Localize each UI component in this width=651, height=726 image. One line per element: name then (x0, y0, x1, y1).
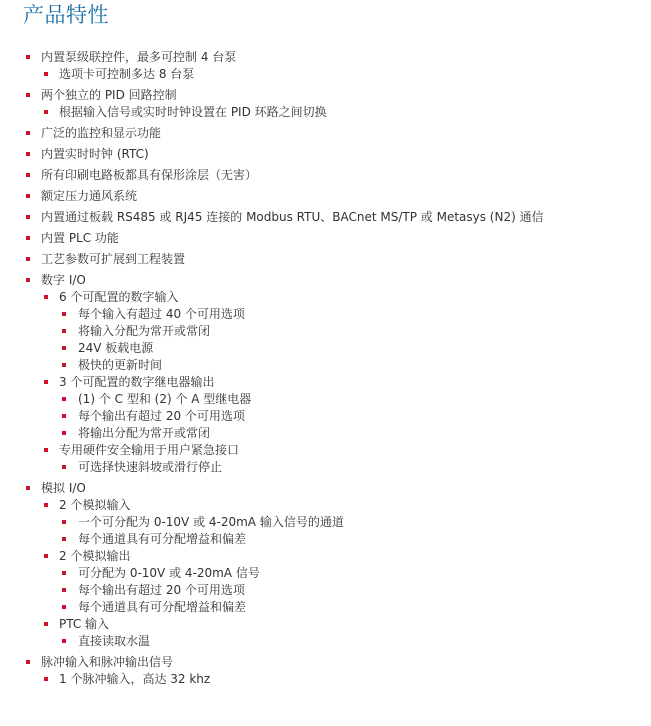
list-item-text: 2 个模拟输入 (59, 498, 131, 512)
feature-detail-item (0, 306, 651, 322)
nested-list (0, 391, 651, 441)
nested-list (0, 671, 651, 687)
list-item-row (0, 633, 651, 649)
list-item-row (0, 104, 651, 120)
feature-item (0, 87, 651, 120)
list-item-row (0, 599, 651, 615)
nested-list (0, 289, 651, 475)
square-bullet-icon (26, 131, 30, 135)
list-item-row (0, 272, 651, 288)
square-bullet-icon (26, 660, 30, 664)
list-item-row (0, 582, 651, 598)
square-bullet-icon (62, 520, 66, 524)
square-bullet-icon (44, 380, 48, 384)
list-item-row (0, 442, 651, 458)
list-item-row (0, 306, 651, 322)
list-item-text: 6 个可配置的数字输入 (59, 290, 179, 304)
feature-item (0, 654, 651, 687)
list-item-row (0, 230, 651, 246)
feature-subitem (0, 104, 651, 120)
square-bullet-icon (44, 72, 48, 76)
list-item-row (0, 514, 651, 530)
nested-list (0, 104, 651, 120)
feature-item (0, 146, 651, 162)
square-bullet-icon (62, 346, 66, 350)
list-item-row (0, 565, 651, 581)
list-item-text: 内置通过板载 RS485 或 RJ45 连接的 Modbus RTU、BACnet MS/TP 或 Metasys (N2) 通信 (41, 210, 544, 224)
list-item-row (0, 146, 651, 162)
list-item-text: 两个独立的 PID 回路控制 (41, 88, 177, 102)
feature-item (0, 188, 651, 204)
feature-detail-item (0, 340, 651, 356)
feature-item (0, 251, 651, 267)
square-bullet-icon (62, 363, 66, 367)
list-item-row (0, 188, 651, 204)
square-bullet-icon (62, 639, 66, 643)
list-item-row (0, 209, 651, 225)
feature-subitem (0, 442, 651, 475)
list-item-text: 3 个可配置的数字继电器输出 (59, 375, 215, 389)
square-bullet-icon (44, 554, 48, 558)
nested-list (0, 66, 651, 82)
feature-item (0, 125, 651, 141)
list-item-row (0, 408, 651, 424)
feature-detail-item (0, 323, 651, 339)
list-item-text: 每个输入有超过 40 个可用选项 (78, 307, 245, 321)
square-bullet-icon (62, 537, 66, 541)
feature-detail-item (0, 514, 651, 530)
list-item-row (0, 340, 651, 356)
list-item-row (0, 49, 651, 65)
list-item-text: 根据输入信号或实时时钟设置在 PID 环路之间切换 (59, 105, 327, 119)
list-item-text: 内置泵级联控件，最多可控制 4 台泵 (41, 50, 237, 64)
nested-list (0, 565, 651, 615)
square-bullet-icon (44, 295, 48, 299)
square-bullet-icon (62, 312, 66, 316)
list-item-row (0, 425, 651, 441)
square-bullet-icon (44, 448, 48, 452)
list-item-text: 每个输出有超过 20 个可用选项 (78, 583, 245, 597)
list-item-row (0, 531, 651, 547)
list-item-row (0, 289, 651, 305)
list-item-text: 工艺参数可扩展到工程装置 (41, 252, 186, 266)
list-item-text: 可分配为 0-10V 或 4-20mA 信号 (78, 566, 260, 580)
list-item-text: 广泛的监控和显示功能 (41, 126, 162, 140)
list-item-text: 一个可分配为 0-10V 或 4-20mA 输入信号的通道 (78, 515, 344, 529)
list-item-row (0, 374, 651, 390)
list-item-text: 脉冲输入和脉冲输出信号 (41, 655, 174, 669)
list-item-text: 可选择快速斜坡或滑行停止 (78, 460, 223, 474)
square-bullet-icon (26, 55, 30, 59)
square-bullet-icon (44, 677, 48, 681)
list-item-text: 每个通道具有可分配增益和偏差 (78, 600, 247, 614)
list-item-text: (1) 个 C 型和 (2) 个 A 型继电器 (78, 392, 252, 406)
list-item-row (0, 654, 651, 670)
square-bullet-icon (26, 194, 30, 198)
list-item-row (0, 323, 651, 339)
list-item-text: 所有印刷电路板都具有保形涂层（无害） (41, 168, 258, 182)
list-item-text: 1 个脉冲输入，高达 32 khz (59, 672, 211, 686)
list-item-text: 直接读取水温 (78, 634, 151, 648)
list-item-text: 内置 PLC 功能 (41, 231, 119, 245)
feature-item (0, 272, 651, 475)
square-bullet-icon (62, 397, 66, 401)
feature-subitem (0, 289, 651, 373)
list-item-text: 数字 I/O (41, 273, 86, 287)
list-item-text: 额定压力通风系统 (41, 189, 138, 203)
square-bullet-icon (62, 465, 66, 469)
feature-detail-item (0, 459, 651, 475)
square-bullet-icon (26, 215, 30, 219)
list-item-row (0, 66, 651, 82)
list-item-row (0, 548, 651, 564)
square-bullet-icon (44, 622, 48, 626)
feature-subitem (0, 671, 651, 687)
nested-list (0, 306, 651, 373)
feature-item (0, 480, 651, 649)
list-item-row (0, 616, 651, 632)
square-bullet-icon (62, 588, 66, 592)
list-item-row (0, 391, 651, 407)
list-item-text: PTC 输入 (59, 617, 110, 631)
list-item-text: 24V 板载电源 (78, 341, 154, 355)
feature-subitem (0, 497, 651, 547)
nested-list (0, 497, 651, 649)
feature-subitem (0, 374, 651, 441)
square-bullet-icon (26, 236, 30, 240)
nested-list (0, 514, 651, 547)
feature-detail-item (0, 357, 651, 373)
list-item-text: 专用硬件安全输用于用户紧急接口 (59, 443, 240, 457)
list-item-row (0, 480, 651, 496)
list-item-row (0, 167, 651, 183)
feature-detail-item (0, 599, 651, 615)
nested-list (0, 633, 651, 649)
list-item-text: 每个通道具有可分配增益和偏差 (78, 532, 247, 546)
list-item-text: 将输入分配为常开或常闭 (78, 324, 211, 338)
feature-item (0, 167, 651, 183)
feature-detail-item (0, 531, 651, 547)
list-item-text: 极快的更新时间 (78, 358, 163, 372)
list-item-text: 每个输出有超过 20 个可用选项 (78, 409, 245, 423)
square-bullet-icon (44, 110, 48, 114)
feature-item (0, 209, 651, 225)
square-bullet-icon (62, 431, 66, 435)
list-item-row (0, 357, 651, 373)
list-item-row (0, 671, 651, 687)
feature-list (0, 49, 651, 692)
feature-detail-item (0, 425, 651, 441)
square-bullet-icon (26, 278, 30, 282)
square-bullet-icon (62, 571, 66, 575)
feature-subitem (0, 66, 651, 82)
nested-list (0, 459, 651, 475)
list-item-row (0, 251, 651, 267)
square-bullet-icon (62, 329, 66, 333)
list-item-text: 将输出分配为常开或常闭 (78, 426, 211, 440)
square-bullet-icon (62, 414, 66, 418)
list-item-row (0, 87, 651, 103)
square-bullet-icon (26, 93, 30, 97)
list-item-text: 2 个模拟输出 (59, 549, 131, 563)
feature-detail-item (0, 633, 651, 649)
feature-detail-item (0, 565, 651, 581)
page-title: 产品特性 (23, 3, 109, 27)
feature-detail-item (0, 582, 651, 598)
list-item-text: 模拟 I/O (41, 481, 86, 495)
list-item-text: 选项卡可控制多达 8 台泵 (59, 67, 195, 81)
feature-item (0, 230, 651, 246)
square-bullet-icon (26, 257, 30, 261)
feature-subitem (0, 548, 651, 615)
feature-detail-item (0, 391, 651, 407)
square-bullet-icon (62, 605, 66, 609)
list-item-row (0, 497, 651, 513)
square-bullet-icon (26, 486, 30, 490)
square-bullet-icon (26, 173, 30, 177)
list-item-row (0, 459, 651, 475)
feature-item (0, 49, 651, 82)
square-bullet-icon (44, 503, 48, 507)
square-bullet-icon (26, 152, 30, 156)
feature-detail-item (0, 408, 651, 424)
list-item-row (0, 125, 651, 141)
list-item-text: 内置实时时钟 (RTC) (41, 147, 149, 161)
feature-subitem (0, 616, 651, 649)
